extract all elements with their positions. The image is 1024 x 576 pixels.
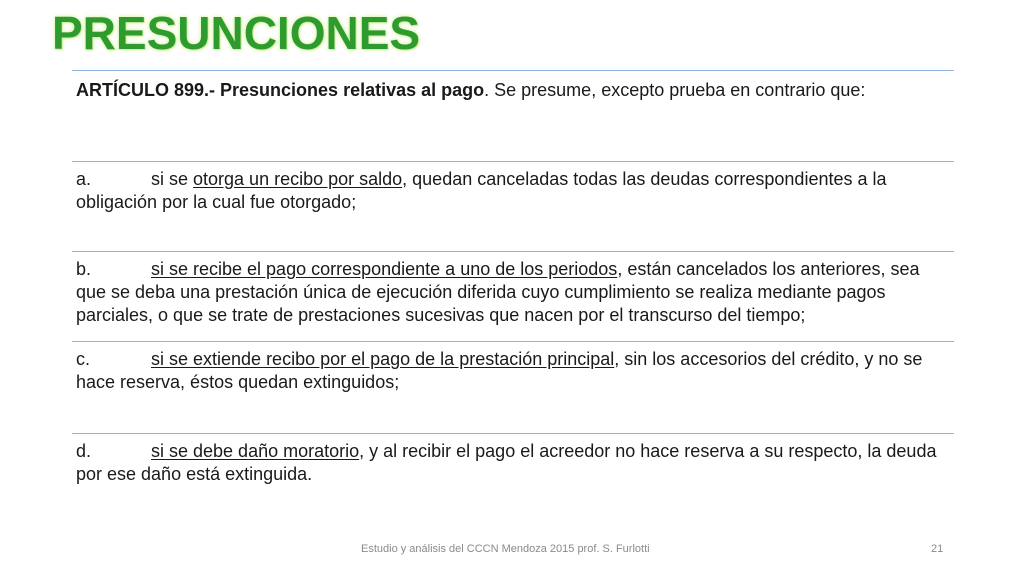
item-underlined-a: otorga un recibo por saldo [193,169,403,189]
item-rest: , quedan canceladas todas las deudas correspondientes a la obligación por la cual fue otorgado; [76,169,887,212]
item-row-a [72,161,954,251]
item-row-b [72,251,954,341]
article-intro-row [72,70,954,161]
item-prefix: si se [151,169,194,189]
article-heading: ARTÍCULO 899.- Presunciones relativas al pago [76,80,485,100]
slide-title: PRESUNCIONES [52,7,421,59]
item-underlined: si se extiende recibo por el pago de la prestación principal [151,349,615,369]
item-letter: c. [76,349,91,369]
item-letter: d. [76,441,92,461]
item-row-c [72,341,954,433]
item-underlined: si se debe daño moratorio [151,441,360,461]
item-rest: , sin los accesorios del crédito, y no se hace reserva, éstos quedan extinguidos; [76,349,923,392]
article-intro-text: . Se presume, excepto prueba en contrario que: [484,80,866,100]
item-rest: , y al recibir el pago el acreedor no hace reserva a su respecto, la deuda por ese daño está extinguida. [76,441,937,484]
item-rest: , están cancelados los anteriores, sea que se deba una prestación única de ejecución diferida cuyo cumplimiento se realiza mediante pagos parciales, o que se trate de prestaciones sucesivas que nacen por el transcurso del tiempo; [76,259,920,325]
article-table [72,70,954,503]
footer-text: Estudio y análisis del CCCN Mendoza 2015 prof. S. Furlotti [361,543,650,555]
item-letter: b. [76,259,92,279]
item-underlined: si se recibe el pago correspondiente a uno de los periodos [151,259,618,279]
item-letter: a. [76,169,92,189]
page-number: 21 [931,543,944,555]
item-row-d [72,433,954,503]
